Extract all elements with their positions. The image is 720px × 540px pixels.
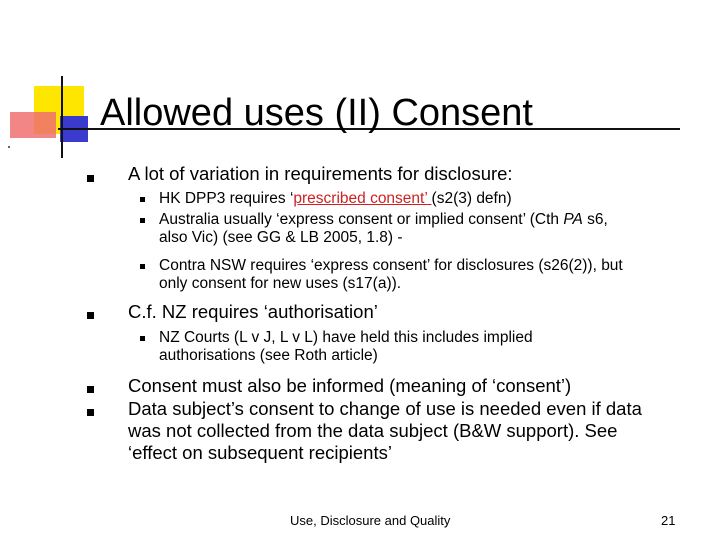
sub-bullet-text: [159, 211, 608, 229]
bullet-text-continuation: ‘effect on subsequent recipients’: [128, 442, 392, 463]
sub-bullet-text-continuation: also Vic) (see GG & LB 2005, 1.8) -: [159, 229, 403, 246]
bullet-text: A lot of variation in requirements for disclosure:: [128, 163, 513, 184]
decor-red-rectangle: [10, 112, 56, 138]
sub-bullet-text-continuation: only consent for new uses (s17(a)).: [159, 275, 402, 292]
bullet-text-continuation: was not collected from the data subject (B&W support). See: [128, 420, 618, 441]
sub-bullet-text: NZ Courts (L v J, L v L) have held this includes implied: [159, 329, 533, 346]
page-number: 21: [661, 513, 676, 528]
sub-bullet-text: Contra NSW requires ‘express consent’ for disclosures (s26(2)), but: [159, 257, 623, 274]
sub-bullet-square-icon: [140, 218, 145, 223]
sub-bullet-text-continuation: authorisations (see Roth article): [159, 347, 378, 364]
sub-bullet-text-part: (s2(3) defn): [431, 190, 512, 207]
bullet-square-icon: [87, 386, 94, 393]
sub-bullet-text-part: Australia usually ‘express consent or implied consent’ (Cth: [159, 211, 564, 228]
bullet-text: Consent must also be informed (meaning of ‘consent’): [128, 375, 572, 396]
footer-text: Use, Disclosure and Quality: [290, 513, 451, 528]
bullet-text: C.f. NZ requires ‘authorisation’: [128, 301, 378, 322]
bullet-square-icon: [87, 409, 94, 416]
bullet-square-icon: [87, 175, 94, 182]
decor-vertical-line: [61, 76, 63, 158]
sub-bullet-square-icon: [140, 336, 145, 341]
prescribed-consent-link[interactable]: prescribed consent’: [293, 190, 432, 207]
slide-title: Allowed uses (II) Consent: [100, 92, 533, 134]
sub-bullet-text: [159, 190, 512, 208]
decor-dot: [8, 146, 10, 148]
sub-bullet-text-italic: PA: [563, 211, 583, 228]
sub-bullet-text-part: HK DPP3 requires ‘: [159, 190, 294, 207]
bullet-square-icon: [87, 312, 94, 319]
bullet-text: Data subject’s consent to change of use is needed even if data: [128, 398, 642, 419]
sub-bullet-square-icon: [140, 197, 145, 202]
sub-bullet-text-part: s6,: [582, 211, 608, 228]
sub-bullet-square-icon: [140, 264, 145, 269]
